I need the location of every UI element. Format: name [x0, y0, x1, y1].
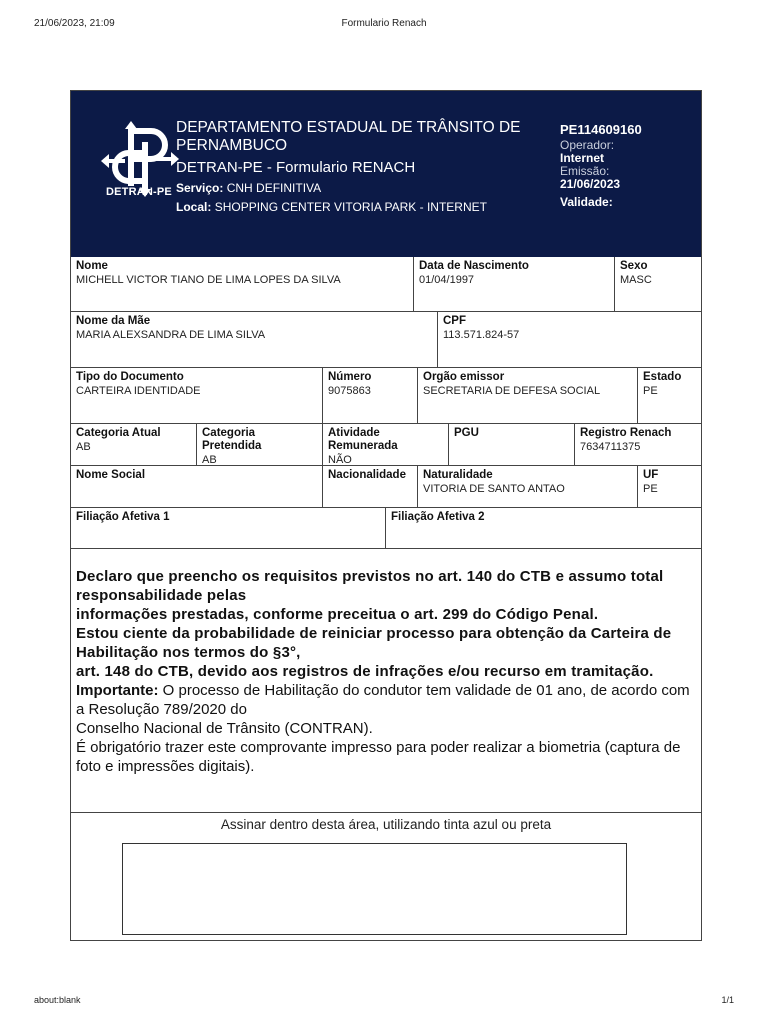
local-line	[176, 200, 487, 214]
field-value: MASC	[620, 274, 652, 286]
field-label: Nome	[76, 260, 108, 272]
print-url: about:blank	[34, 995, 81, 1005]
field-nacionalidade	[323, 466, 418, 508]
field-value: MICHELL VICTOR TIANO DE LIMA LOPES DA SILVA	[76, 274, 341, 286]
local-value: SHOPPING CENTER VITORIA PARK - INTERNET	[214, 200, 487, 214]
operador-label: Operador:	[560, 138, 615, 152]
field-value: 9075863	[328, 385, 371, 397]
servico-line	[176, 181, 321, 195]
important-label: Importante:	[76, 682, 159, 699]
logo-text: DETRAN-PE	[106, 186, 172, 198]
field-value: NÃO	[328, 454, 352, 466]
field-label: Filiação Afetiva 2	[391, 511, 485, 523]
field-atividade-remunerada	[323, 424, 449, 466]
field-label: Nacionalidade	[328, 469, 406, 481]
field-label: Orgão emissor	[423, 371, 505, 383]
field-label: Tipo do Documento	[76, 371, 184, 383]
field-label: CPF	[443, 315, 466, 327]
validade-label: Validade:	[560, 195, 613, 209]
field-label: Categoria Pretendida	[202, 427, 262, 452]
field-value: 7634711375	[580, 441, 641, 453]
field-categoria-pretendida	[197, 424, 323, 466]
field-orgao-emissor	[418, 368, 638, 424]
declaration-line: Conselho Nacional de Trânsito (CONTRAN).	[76, 720, 373, 737]
organization-name: DEPARTAMENTO ESTADUAL DE TRÂNSITO DE PERNAMBUCO	[176, 119, 521, 154]
header-banner	[71, 91, 701, 257]
field-filiacao-afetiva-2	[386, 508, 701, 549]
important-text: O processo de Habilitação do condutor tem validade de 01 ano, de acordo com a Resolução 789/2020 do	[76, 682, 690, 718]
print-datetime: 21/06/2023, 21:09	[34, 18, 115, 29]
field-categoria-atual	[71, 424, 197, 466]
declaration-line: É obrigatório trazer este comprovante impresso para poder realizar a biometria (captura de foto e impressões digitais).	[76, 739, 681, 775]
field-value: AB	[76, 441, 91, 453]
field-label: Nome Social	[76, 469, 146, 481]
field-value: PE	[643, 385, 658, 397]
field-label: Sexo	[620, 260, 648, 272]
protocol-meta	[560, 123, 642, 209]
renach-form	[70, 90, 702, 941]
important-note	[76, 681, 696, 719]
field-nome	[71, 257, 414, 312]
field-registro-renach	[575, 424, 701, 466]
field-value: 01/04/1997	[419, 274, 475, 286]
field-value: 113.571.824-57	[443, 329, 520, 341]
field-label: Filiação Afetiva 1	[76, 511, 170, 523]
declaration-line: Estou ciente da probabilidade de reiniciar processo para obtenção da Carteira de Habilitação nos termos do §3°,	[76, 625, 672, 661]
signature-box	[122, 843, 627, 935]
field-label: Atividade Remunerada	[328, 427, 398, 452]
emissao-label: Emissão:	[560, 164, 610, 178]
field-label: PGU	[454, 427, 479, 439]
field-value: CARTEIRA IDENTIDADE	[76, 385, 201, 397]
print-page-title: Formulario Renach	[341, 18, 427, 29]
field-label: Estado	[643, 371, 682, 383]
declaration-line: Declaro que preencho os requisitos previstos no art. 140 do CTB e assumo total responsabilidade pelas	[76, 568, 664, 604]
print-page-count: 1/1	[721, 995, 734, 1005]
declaration-text	[71, 549, 701, 813]
protocol-number: PE114609160	[560, 122, 642, 137]
local-label: Local:	[176, 200, 212, 214]
emissao-value: 21/06/2023	[560, 177, 621, 191]
servico-label: Serviço:	[176, 181, 224, 195]
form-title: DETRAN-PE - Formulario RENACH	[176, 159, 416, 176]
field-cpf	[438, 312, 701, 368]
field-uf	[638, 466, 701, 508]
field-label: Nome da Mãe	[76, 315, 151, 327]
servico-value: CNH DEFINITIVA	[226, 181, 322, 195]
field-value: PE	[643, 483, 658, 495]
field-nome-social	[71, 466, 323, 508]
field-label: UF	[643, 469, 659, 481]
field-numero	[323, 368, 418, 424]
field-label: Categoria Atual	[76, 427, 161, 439]
field-value: SECRETARIA DE DEFESA SOCIAL	[423, 385, 601, 397]
field-value: VITORIA DE SANTO ANTAO	[423, 483, 565, 495]
field-label: Número	[328, 371, 372, 383]
field-label: Registro Renach	[580, 427, 672, 439]
field-value: MARIA ALEXSANDRA DE LIMA SILVA	[76, 329, 266, 341]
field-sexo	[615, 257, 701, 312]
field-tipo-documento	[71, 368, 323, 424]
field-nome-mae	[71, 312, 438, 368]
field-estado	[638, 368, 701, 424]
field-value: AB	[202, 454, 217, 466]
operador-value: Internet	[560, 151, 605, 165]
signature-area	[71, 813, 701, 941]
signature-instruction: Assinar dentro desta área, utilizando tinta azul ou preta	[220, 817, 552, 832]
field-data-nascimento	[414, 257, 615, 312]
declaration-line: art. 148 do CTB, devido aos registros de infrações e/ou recurso em tramitação.	[76, 663, 654, 680]
field-label: Naturalidade	[423, 469, 493, 481]
declaration-line: informações prestadas, conforme preceitua o art. 299 do Código Penal.	[76, 606, 599, 623]
field-pgu	[449, 424, 575, 466]
field-naturalidade	[418, 466, 638, 508]
field-filiacao-afetiva-1	[71, 508, 386, 549]
field-label: Data de Nascimento	[419, 260, 529, 272]
